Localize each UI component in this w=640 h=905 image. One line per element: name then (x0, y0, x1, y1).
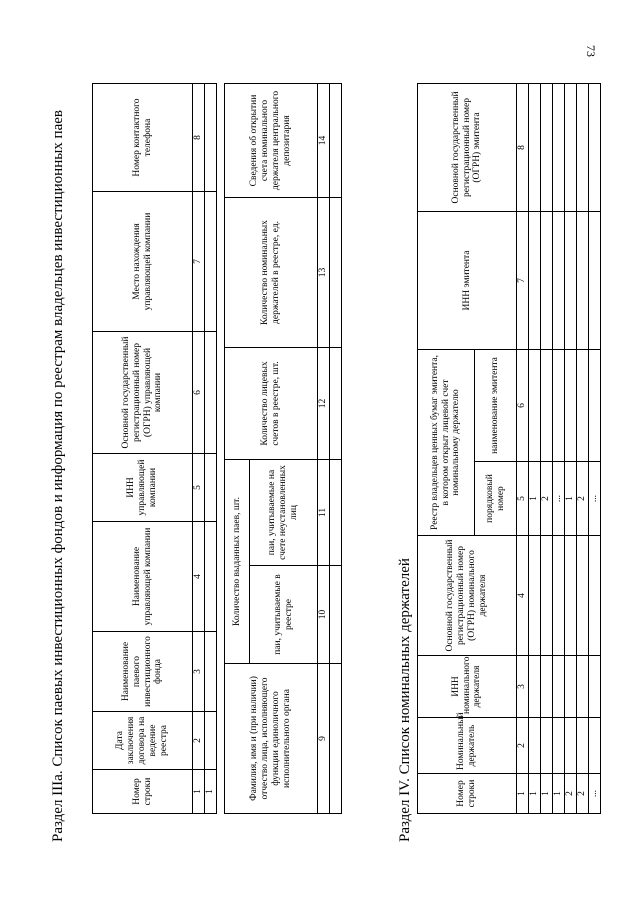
col-number: 8 (517, 83, 529, 211)
header-executive-name: Фамилия, имя и (при наличии) отчество лица, исполняющего функции единоличного исполнительного органа (225, 664, 318, 814)
col-number: 9 (318, 664, 330, 814)
col-number: 5 (517, 462, 529, 536)
table-row: 1 ... (553, 83, 565, 813)
row-marker: 1 (205, 770, 217, 814)
header-fund-name: Наименование паевого инвестиционного фонда (93, 632, 193, 712)
registry-number-row (318, 84, 330, 814)
section-4-title: Раздел IV. Список номинальных держателей (397, 558, 413, 842)
header-issuer-registry: Реестр владельцев ценных бумаг эмитента, в котором открыт лицевой счет номинальному держателю (418, 349, 475, 535)
col-number: 6 (193, 332, 205, 454)
funds-data-row (205, 84, 217, 814)
table-row: 2 2 (577, 83, 589, 813)
header-issued-units: Количество выданных паев, шт. (225, 460, 250, 664)
registry-header-row-1 (225, 84, 250, 814)
header-nominee-holder: Номинальный держатель (418, 718, 517, 774)
table-row: 2 1 (565, 83, 577, 813)
header-issuer-ogrn: Основной государственный регистрационный номер (ОГРН) эмитента (418, 83, 517, 211)
col-number: 8 (193, 84, 205, 192)
header-row-number: Номер строки (93, 770, 193, 814)
header-phone: Номер контактного телефона (93, 84, 193, 192)
nominee-number-row (517, 83, 529, 813)
header-company-ogrn: Основной государственный регистрационный номер (ОГРН) управляющей компании (93, 332, 193, 454)
header-nominee-ogrn: Основной государственный регистрационный номер (ОГРН) номинального держателя (418, 536, 517, 656)
header-issuer-inn: ИНН эмитента (418, 211, 517, 349)
funds-number-row (193, 84, 205, 814)
col-number: 4 (193, 522, 205, 632)
header-company-name: Наименование управляющей компании (93, 522, 193, 632)
col-number: 13 (318, 198, 330, 348)
col-number: 7 (517, 211, 529, 349)
header-row-number: Номер строки (418, 774, 517, 814)
header-registry-seq: порядковый номер (475, 462, 517, 536)
nominee-header-row-1 (418, 83, 475, 813)
table-row: 1 1 (529, 83, 541, 813)
col-number: 7 (193, 192, 205, 332)
header-nominee-count: Количество номинальных держателей в реестре, ед. (225, 198, 318, 348)
col-number: 6 (517, 349, 529, 461)
col-number: 2 (517, 718, 529, 774)
registry-info-table (224, 83, 342, 814)
col-number: 14 (318, 84, 330, 198)
header-account-count: Количество лицевых счетов в реестре, шт. (225, 348, 318, 460)
table-row: 1 2 (541, 83, 553, 813)
col-number: 12 (318, 348, 330, 460)
header-units-unidentified: паи, учитываемые на счете неустановленных лиц (250, 460, 318, 566)
rotated-page-content (50, 80, 610, 860)
col-number: 3 (517, 656, 529, 718)
nominee-holders-table (417, 83, 601, 814)
col-number: 10 (318, 566, 330, 664)
header-depository-account: Сведения об открытии счета номинального держателя центрального депозитария (225, 84, 318, 198)
col-number: 4 (517, 536, 529, 656)
col-number: 11 (318, 460, 330, 566)
header-contract-date: Дата заключения договора на ведение реестра (93, 712, 193, 770)
page-number: 73 (584, 45, 598, 57)
header-units-in-registry: паи, учитываемые в реестре (250, 566, 318, 664)
registry-data-row (330, 84, 342, 814)
col-number: 1 (193, 770, 205, 814)
funds-header-row (93, 84, 193, 814)
col-number: 2 (193, 712, 205, 770)
col-number: 5 (193, 454, 205, 522)
col-number: 1 (517, 774, 529, 814)
funds-table (92, 83, 217, 814)
header-nominee-inn: ИНН номинального держателя (418, 656, 517, 718)
header-company-location: Место нахождения управляющей компании (93, 192, 193, 332)
section-3a-title: Раздел IIIa. Список паевых инвестиционных фондов и информация по реестрам владельцев инвестиционных паев (50, 110, 66, 842)
header-issuer-name: наименование эмитента (475, 349, 517, 461)
table-row: ... ... (589, 83, 601, 813)
col-number: 3 (193, 632, 205, 712)
header-company-inn: ИНН управляющей компании (93, 454, 193, 522)
